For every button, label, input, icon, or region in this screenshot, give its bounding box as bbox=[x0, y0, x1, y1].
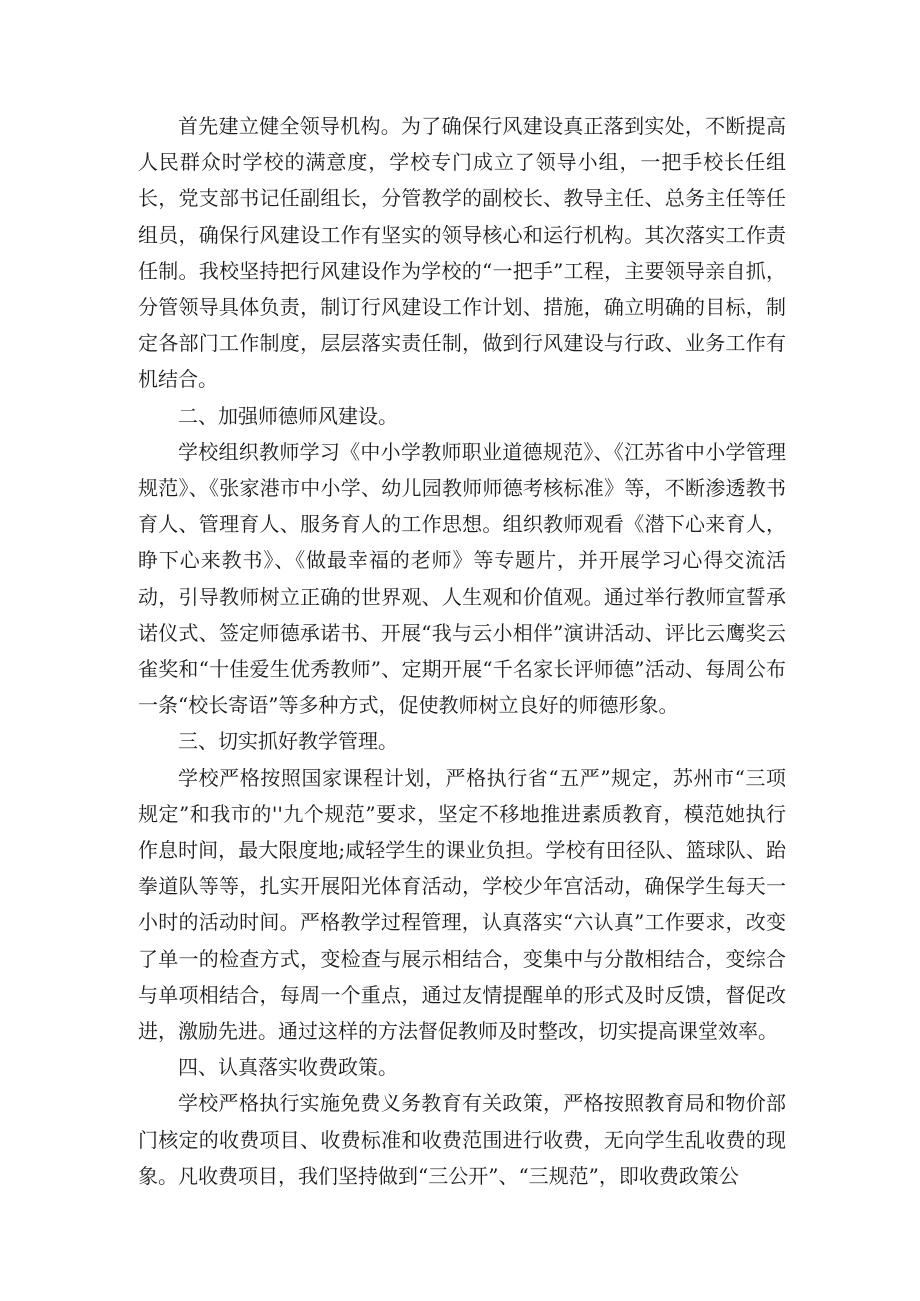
section-heading-4: 四、认真落实收费政策。 bbox=[178, 1055, 398, 1080]
paragraph-leadership: 首先建立健全领导机构。为了确保行风建设真正落到实处，不断提高人民群众时学校的满意度，学校专门成立了领导小组，一把手校长任组长，党支部书记任副组长，分管教学的副校长、教导主任、总务主任等任组员，确保行风建设工作有坚实的领导核心和运行机构。其次落实工作责任制。我校坚持把行风建设作为学校的“一把手”工程，主要领导亲自抓，分管领导具体负责，制订行风建设工作计划、措施，确立明确的目标，制定各部门工作制度，层层落实责任制，做到行风建设与行政、业务工作有机结合。 bbox=[138, 114, 786, 392]
paragraph-fee-policy: 学校严格执行实施免费义务教育有关政策，严格按照教育局和物价部门核定的收费项目、收费标准和收费范围进行收费，无向学生乱收费的现象。凡收费项目，我们坚持做到“三公开”、“三规范”，即收费政策公 bbox=[138, 1091, 786, 1188]
paragraph-teacher-ethics: 学校组织教师学习《中小学教师职业道德规范》、《江苏省中小学管理规范》、《张家港市中小学、幼儿园教师师德考核标准》等，不断渗透教书育人、管理育人、服务育人的工作思想。组织教师观看《潜下心来育人，睁下心来教书》、《做最幸福的老师》等专题片，并开展学习心得交流活动，引导教师树立正确的世界观、人生观和价值观。通过举行教师宣誓承诺仪式、签定师德承诺书、开展“我与云小相伴”演讲活动、评比云鹰奖云雀奖和“十佳爱生优秀教师”、定期开展“千名家长评师德”活动、每周公布一条“校长寄语”等多种方式，促使教师树立良好的师德形象。 bbox=[138, 439, 786, 718]
document-body bbox=[138, 108, 786, 1194]
paragraph-teaching-management: 学校严格按照国家课程计划，严格执行省“五严”规定，苏州市“三项规定”和我市的''九个规范”要求，坚定不移地推进素质教育，模范她执行作息时间，最大限度地;咸轻学生的课业负担。学校有田径队、篮球队、跆拳道队等等，扎实开展阳光体育活动，学校少年宫活动，确保学生每天一小时的活动时间。严格教学过程管理，认真落实“六认真”工作要求，改变了单一的检查方式，变检查与展示相结合，变集中与分散相结合，变综合与单项相结合，每周一个重点，通过友情提醒单的形式及时反馈，督促改进，激励先进。通过这样的方法督促教师及时整改，切实提高课堂效率。 bbox=[138, 765, 786, 1044]
section-heading-3: 三、切实抓好教学管理。 bbox=[178, 729, 398, 754]
section-heading-2: 二、加强师德师风建设。 bbox=[178, 403, 398, 428]
